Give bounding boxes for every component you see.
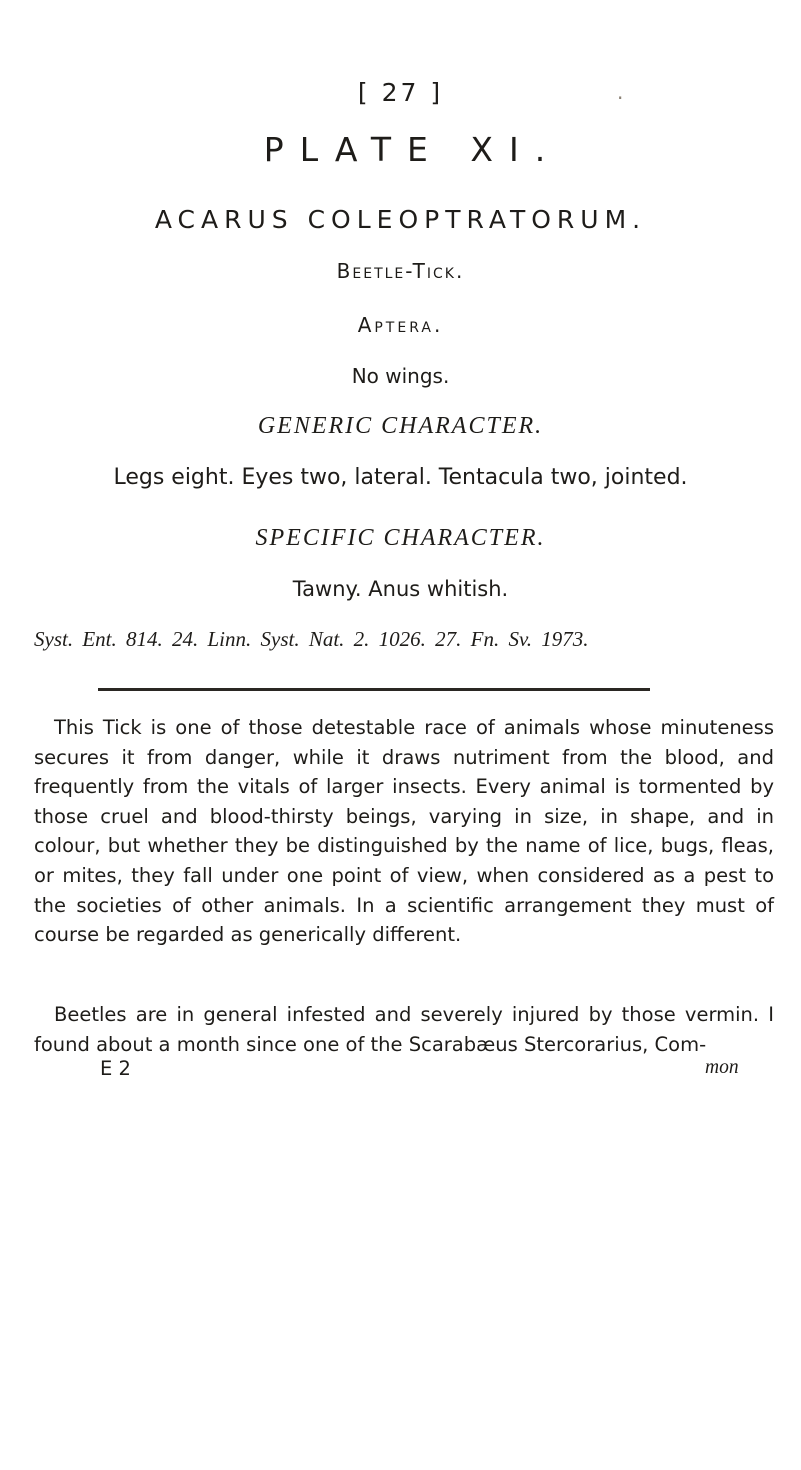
order-name: Aptera. — [357, 313, 444, 337]
bibliographic-references: Syst. Ent. 814. 24. Linn. Syst. Nat. 2. 1026. 27. Fn. Sv. 1973. — [34, 627, 589, 651]
catchword: mon — [705, 1057, 739, 1078]
body-paragraph-2: Beetles are in general infested and severely injured by those vermin. I found about a month since one of the Scarabæus Stercorarius, Com- — [34, 1003, 774, 1056]
specific-character-heading: SPECIFIC CHARACTER. — [255, 525, 546, 551]
common-name: Beetle-Tick. — [336, 259, 465, 283]
generic-character-heading: GENERIC CHARACTER. — [257, 413, 544, 439]
signature-mark: E 2 — [100, 1057, 131, 1080]
generic-character-text: Legs eight. Eyes two, lateral. Tentacula two, jointed. — [113, 465, 688, 490]
body-paragraph-1: This Tick is one of those detestable race of animals whose minuteness secures it from danger, while it draws nutriment from the blood, and frequently from the vitals of larger insects. Every animal is tormented by those cruel and blood-thirsty beings, varying in size, in shape, and in colour, but whether they be distinguished by the name of lice, bugs, fleas, or mites, they fall under one point of view, when considered as a pest to the societies of other animals. In a scientific arrangement they must of course be regarded as generically different. — [34, 716, 774, 947]
species-title: ACARUS COLEOPTRATORUM. — [154, 205, 647, 234]
horizontal-rule — [98, 688, 650, 691]
corner-mark: · — [617, 86, 624, 110]
plate-title: PLATE XI. — [263, 130, 562, 169]
page-number: [ 27 ] — [357, 78, 444, 107]
specific-character-text: Tawny. Anus whitish. — [292, 577, 509, 601]
order-description: No wings. — [351, 364, 450, 388]
